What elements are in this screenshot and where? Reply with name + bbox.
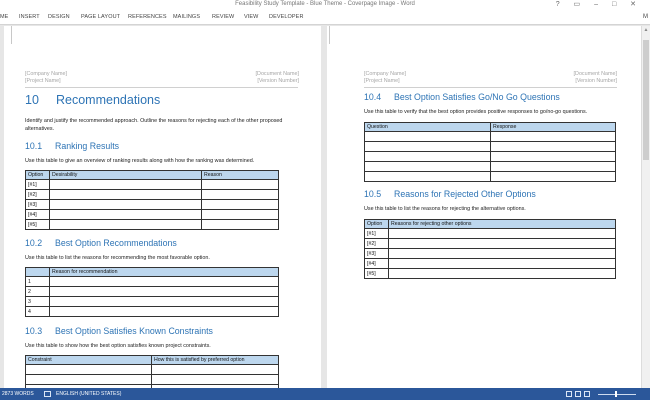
tab-developer[interactable]: DEVELOPER [269,14,304,20]
known-constraints-text: Use this table to show how the best option satisfies known project constraints. [25,343,211,349]
rejected-options-text: Use this table to list the reasons for rejecting the alternative options. [364,206,526,212]
table-cell[interactable]: [#2] [365,239,389,249]
table-cell[interactable] [491,142,616,152]
heading-number: 10 [25,93,39,107]
heading-title: Best Option Satisfies Known Constraints [55,326,213,336]
tab-home[interactable]: ME [0,14,9,20]
table-cell[interactable]: 1 [26,277,50,287]
tab-view[interactable]: VIEW [244,14,259,20]
crop-mark [11,26,12,44]
read-mode-icon[interactable] [566,391,572,397]
table-header-row [26,356,279,365]
table-cell[interactable]: [#2] [26,190,50,200]
table-cell[interactable] [50,297,279,307]
table-row[interactable] [26,180,279,190]
heading-number: 10.1 [25,141,43,151]
ranking-results-text: Use this table to give an overview of ranking results along with how the ranking was determined. [25,158,255,164]
heading-number: 10.2 [25,238,43,248]
go-no-go-table[interactable] [364,122,616,182]
table-header-row [365,123,616,132]
word-count[interactable]: 2873 WORDS [2,391,34,397]
language-status[interactable]: ENGLISH (UNITED STATES) [56,391,122,397]
table-cell[interactable] [389,269,616,279]
table-cell[interactable] [50,190,202,200]
heading-number: 10.5 [364,189,382,199]
table-row[interactable] [26,277,279,287]
column-header [26,268,50,277]
tab-references[interactable]: REFERENCES [128,14,167,20]
heading-ranking-results [25,141,119,151]
table-row[interactable] [365,172,616,182]
table-cell[interactable] [202,190,279,200]
tab-design[interactable]: DESIGN [48,14,70,20]
table-cell[interactable] [50,210,202,220]
heading-recommendations [25,93,160,107]
table-row[interactable] [26,200,279,210]
table-row[interactable] [365,249,616,259]
table-row[interactable] [26,307,279,317]
ribbon-tabs [0,11,650,25]
table-row[interactable] [365,229,616,239]
heading-number: 10.3 [25,326,43,336]
table-row[interactable] [26,210,279,220]
column-header: Constraint [26,356,152,365]
header-divider [364,87,617,88]
table-cell[interactable] [50,307,279,317]
table-row[interactable] [365,142,616,152]
zoom-slider[interactable] [598,394,636,395]
scroll-up-icon[interactable]: ▲ [643,27,649,33]
table-row[interactable] [365,132,616,142]
best-option-recommendations-text: Use this table to list the reasons for recommending the most favorable option. [25,255,210,261]
table-cell[interactable]: [#3] [365,249,389,259]
table-row[interactable] [26,220,279,230]
header-document-text: [Document Name] [573,71,617,77]
known-constraints-table[interactable] [25,355,279,388]
header-company-text: [Company Name] [364,71,406,77]
table-cell[interactable]: [#3] [26,200,50,210]
table-cell[interactable] [389,239,616,249]
web-layout-icon[interactable] [584,391,590,397]
table-cell[interactable]: [#4] [26,210,50,220]
table-cell[interactable]: [#5] [365,269,389,279]
table-row[interactable] [365,259,616,269]
table-row[interactable] [365,152,616,162]
table-row[interactable] [26,287,279,297]
table-cell[interactable] [365,162,491,172]
heading-known-constraints [25,326,213,336]
heading-title: Reasons for Rejected Other Options [394,189,536,199]
table-cell[interactable] [202,180,279,190]
column-header: Option [26,171,50,180]
table-cell[interactable]: [#1] [365,229,389,239]
header-document-text: [Document Name] [255,71,299,77]
table-row[interactable] [26,375,279,385]
heading-title: Best Option Satisfies Go/No Go Questions [394,92,560,102]
table-cell[interactable] [491,132,616,142]
rejected-options-table[interactable] [364,219,616,279]
heading-title: Best Option Recommendations [55,238,177,248]
title-bar [0,0,650,11]
column-header: Response [491,123,616,132]
heading-title: Ranking Results [55,141,120,151]
table-row[interactable] [365,239,616,249]
column-header: Reason [202,171,279,180]
table-cell[interactable] [152,375,279,385]
table-header-row [26,171,279,180]
table-cell[interactable] [389,229,616,239]
table-row[interactable] [26,297,279,307]
window-controls[interactable]: ? ▭ – □ ✕ [555,1,642,8]
table-cell[interactable] [389,259,616,269]
table-cell[interactable]: [#4] [365,259,389,269]
table-cell[interactable] [202,200,279,210]
header-company-text: [Company Name] [25,71,67,77]
page-left[interactable] [4,26,321,388]
table-row[interactable] [26,190,279,200]
header-version-text: [Version Number] [575,78,617,84]
column-header: Desirability [50,171,202,180]
header-company [364,71,406,85]
table-cell[interactable]: 4 [26,307,50,317]
table-cell[interactable] [50,220,202,230]
table-cell[interactable] [365,172,491,182]
print-layout-icon[interactable] [575,391,581,397]
header-company [25,71,67,85]
heading-title: Recommendations [56,93,161,107]
vertical-scrollbar[interactable] [641,26,650,388]
table-header-row [26,268,279,277]
zoom-slider-handle[interactable] [615,391,617,397]
table-row[interactable] [365,162,616,172]
table-cell[interactable] [50,200,202,210]
table-cell[interactable] [26,375,152,385]
intro-text: Identify and justify the recommended approach. Outline the reasons for rejecting each of the other proposed alternatives. [25,118,283,132]
table-cell[interactable] [50,277,279,287]
table-cell[interactable] [389,249,616,259]
window-title: Feasibility Study Template - Blue Theme - Coverpage Image - Word [235,1,415,7]
heading-best-option-recommendations [25,238,177,248]
table-cell[interactable] [50,180,202,190]
header-document [574,71,617,85]
table-cell[interactable] [365,142,491,152]
table-row[interactable] [26,365,279,375]
table-cell[interactable]: [#1] [26,180,50,190]
status-bar [0,388,650,400]
tab-insert[interactable]: INSERT [19,14,40,20]
table-cell[interactable] [26,365,152,375]
header-version-text: [Version Number] [257,78,299,84]
header-project-text: [Project Name] [364,78,400,84]
tab-page-layout[interactable]: PAGE LAYOUT [81,14,121,20]
table-cell[interactable] [365,152,491,162]
column-header: How this is satisfied by preferred option [152,356,279,365]
table-cell[interactable] [202,210,279,220]
document-area[interactable] [0,26,650,388]
scroll-thumb[interactable] [643,40,649,160]
tab-review[interactable]: REVIEW [212,14,235,20]
table-cell[interactable] [491,162,616,172]
table-cell[interactable]: 2 [26,287,50,297]
ranking-results-table[interactable] [25,170,279,230]
user-account[interactable]: M [643,14,648,20]
column-header: Reason for recommendation [50,268,279,277]
crop-mark [329,26,330,44]
heading-go-no-go [364,92,560,102]
table-cell[interactable]: 3 [26,297,50,307]
heading-rejected-options [364,189,536,199]
header-project-text: [Project Name] [25,78,61,84]
header-document [256,71,299,85]
go-no-go-text: Use this table to verify that the best option provides positive responses to go/no-go questions. [364,109,588,115]
tab-mailings[interactable]: MAILINGS [173,14,201,20]
best-option-recommendations-table[interactable] [25,267,279,317]
table-cell[interactable] [491,152,616,162]
table-cell[interactable] [50,287,279,297]
column-header: Question [365,123,491,132]
column-header: Reasons for rejecting other options [389,220,616,229]
table-cell[interactable] [491,172,616,182]
table-cell[interactable] [202,220,279,230]
table-cell[interactable]: [#5] [26,220,50,230]
column-header: Option [365,220,389,229]
page-right[interactable] [327,26,641,388]
proofing-icon[interactable] [44,391,51,397]
table-row[interactable] [365,269,616,279]
table-cell[interactable] [152,365,279,375]
table-header-row [365,220,616,229]
header-divider [25,87,298,88]
table-cell[interactable] [365,132,491,142]
heading-number: 10.4 [364,92,382,102]
